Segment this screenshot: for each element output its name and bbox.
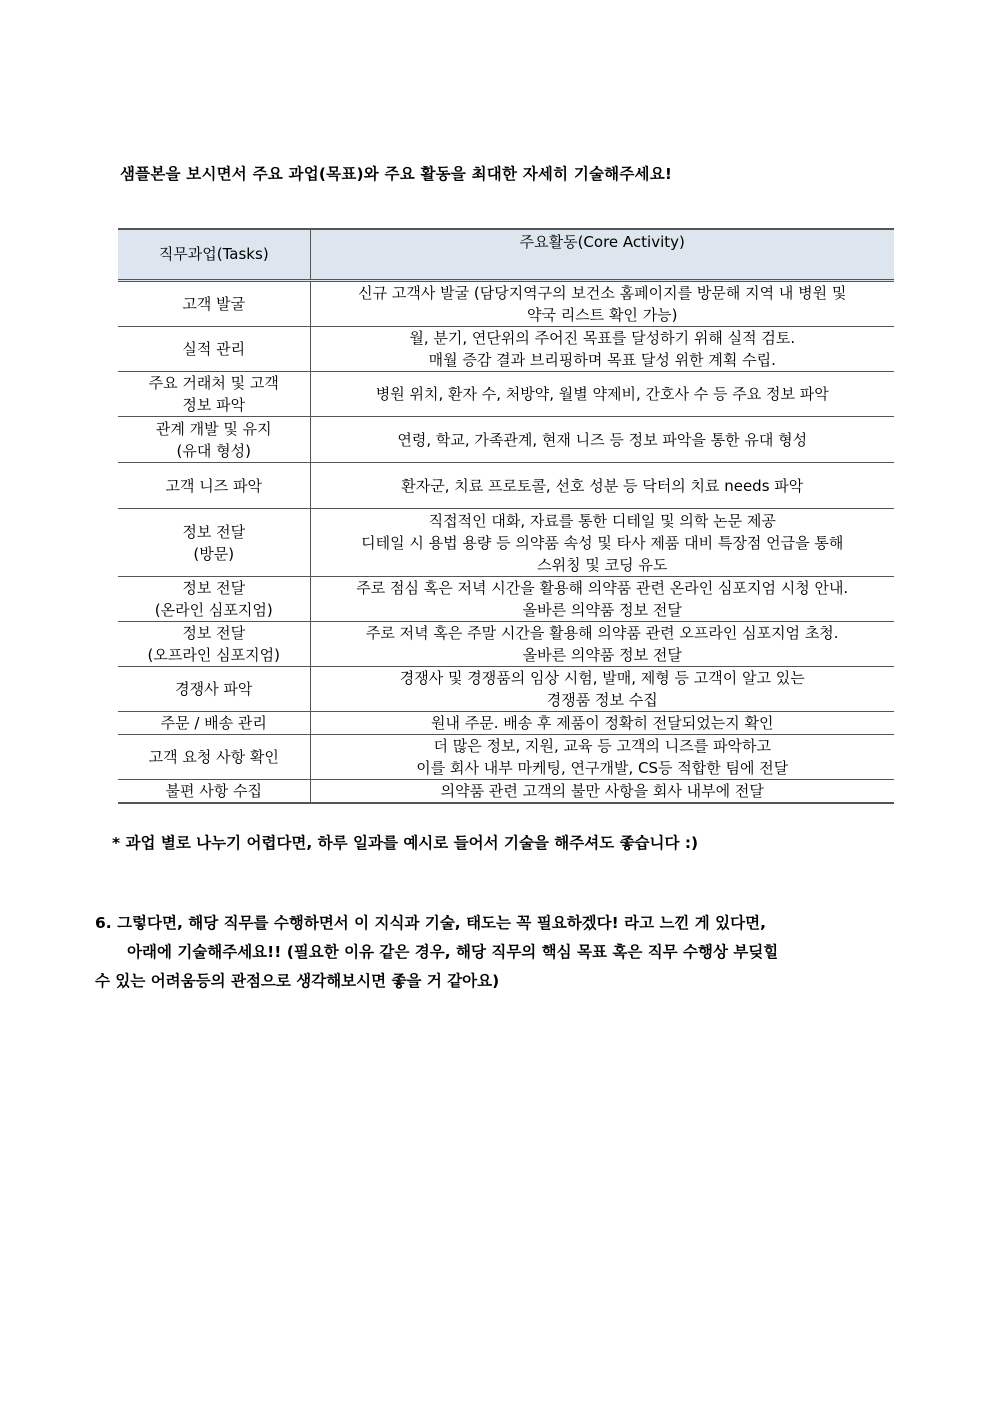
task-line: 주문 / 배송 관리	[160, 714, 267, 732]
activity-cell	[310, 667, 894, 712]
task-line: 주요 거래처 및 고객	[148, 374, 279, 392]
intro-instruction: 샘플본을 보시면서 주요 과업(목표)와 주요 활동을 최대한 자세히 기술해주세요!	[120, 165, 673, 183]
task-line: 실적 관리	[182, 340, 246, 358]
question-6-line-2: 아래에 기술해주세요!! (필요한 이유 같은 경우, 해당 직무의 핵심 목표 혹은 직무 수행상 부딪힐	[127, 943, 779, 961]
task-line: 경쟁사 파악	[175, 680, 253, 698]
table-row	[118, 780, 894, 804]
task-line: (방문)	[193, 544, 235, 563]
question-6-line-1: 6. 그렇다면, 해당 직무를 수행하면서 이 지식과 기술, 태도는 꼭 필요하겠다! 라고 느낀 게 있다면,	[95, 914, 766, 932]
activity-line: 주로 저녁 혹은 주말 시간을 활용해 의약품 관련 오프라인 심포지엄 초청.	[365, 624, 839, 642]
task-line: 정보 전달	[182, 579, 246, 597]
activity-line: 환자군, 치료 프로토콜, 선호 성분 등 닥터의 치료 needs 파악	[401, 476, 804, 495]
activity-cell	[310, 327, 894, 372]
task-line: (온라인 심포지엄)	[154, 601, 273, 619]
activity-line: 디테일 시 용법 용량 등 의약품 속성 및 타사 제품 대비 특장점 언급을 통해	[361, 533, 844, 552]
task-line: (오프라인 심포지엄)	[147, 646, 280, 664]
activity-cell	[310, 463, 894, 509]
table-row	[118, 417, 894, 463]
activity-cell	[310, 417, 894, 463]
activity-line: 올바른 의약품 정보 전달	[522, 646, 682, 664]
activity-line: 스위칭 및 코딩 유도	[537, 555, 668, 574]
task-cell	[118, 463, 310, 509]
activity-line: 더 많은 정보, 지원, 교육 등 고객의 니즈를 파악하고	[433, 737, 771, 755]
activity-line: 연령, 학교, 가족관계, 현재 니즈 등 정보 파악을 통한 유대 형성	[397, 430, 808, 449]
task-cell	[118, 667, 310, 712]
task-cell	[118, 327, 310, 372]
header-core-activity: 주요활동(Core Activity)	[310, 229, 894, 281]
activity-line: 병원 위치, 환자 수, 처방약, 월별 약제비, 간호사 수 등 주요 정보 파악	[375, 385, 829, 403]
task-line: 정보 전달	[182, 624, 246, 642]
task-line: 고객 니즈 파악	[165, 476, 262, 495]
activity-line: 월, 분기, 연단위의 주어진 목표를 달성하기 위해 실적 검토.	[409, 329, 796, 347]
activity-line: 주로 점심 혹은 저녁 시간을 활용해 의약품 관련 온라인 심포지엄 시청 안내.	[356, 579, 849, 597]
activity-line: 원내 주문. 배송 후 제품이 정확히 전달되었는지 확인	[431, 714, 774, 732]
task-line: 고객 발굴	[182, 295, 246, 313]
header-tasks: 직무과업(Tasks)	[118, 229, 310, 281]
task-cell	[118, 622, 310, 667]
table-row	[118, 372, 894, 417]
tasks-activity-table	[118, 228, 894, 804]
note-text: * 과업 별로 나누기 어렵다면, 하루 일과를 예시로 들어서 기술을 해주셔도 좋습니다 :)	[112, 834, 699, 852]
activity-line: 약국 리스트 확인 가능)	[526, 306, 678, 324]
table-row	[118, 509, 894, 577]
activity-cell	[310, 509, 894, 577]
task-line: (유대 형성)	[176, 441, 251, 460]
table-row	[118, 735, 894, 780]
activity-line: 매월 증감 결과 브리핑하며 목표 달성 위한 계획 수립.	[428, 351, 776, 369]
question-6	[95, 909, 900, 996]
task-line: 관계 개발 및 유지	[155, 419, 272, 438]
task-cell	[118, 780, 310, 804]
task-cell	[118, 712, 310, 735]
task-cell	[118, 281, 310, 327]
activity-cell	[310, 712, 894, 735]
table-row	[118, 667, 894, 712]
task-line: 불편 사항 수집	[165, 782, 262, 800]
activity-line: 의약품 관련 고객의 불만 사항을 회사 내부에 전달	[440, 782, 764, 800]
table-row	[118, 281, 894, 327]
task-cell	[118, 417, 310, 463]
table-header-row	[118, 229, 894, 281]
activity-line: 경쟁사 및 경쟁품의 임상 시험, 발매, 제형 등 고객이 알고 있는	[399, 669, 805, 687]
activity-line: 경쟁품 정보 수집	[546, 691, 658, 709]
task-cell	[118, 577, 310, 622]
table-row	[118, 463, 894, 509]
table-row	[118, 577, 894, 622]
task-cell	[118, 735, 310, 780]
task-line: 고객 요청 사항 확인	[148, 748, 279, 766]
task-line: 정보 파악	[182, 396, 246, 414]
task-cell	[118, 509, 310, 577]
activity-line: 직접적인 대화, 자료를 통한 디테일 및 의학 논문 제공	[428, 511, 776, 530]
activity-cell	[310, 372, 894, 417]
task-line: 정보 전달	[182, 522, 246, 541]
activity-cell	[310, 780, 894, 804]
table-row	[118, 712, 894, 735]
activity-cell	[310, 735, 894, 780]
table-row	[118, 622, 894, 667]
table-row	[118, 327, 894, 372]
activity-cell	[310, 577, 894, 622]
activity-cell	[310, 281, 894, 327]
question-6-line-3: 수 있는 어려움등의 관점으로 생각해보시면 좋을 거 같아요)	[95, 972, 500, 990]
activity-line: 신규 고객사 발굴 (담당지역구의 보건소 홈페이지를 방문해 지역 내 병원 및	[358, 284, 847, 302]
activity-line: 올바른 의약품 정보 전달	[522, 601, 682, 619]
activity-line: 이를 회사 내부 마케팅, 연구개발, CS등 적합한 팀에 전달	[416, 759, 789, 777]
task-cell	[118, 372, 310, 417]
activity-cell	[310, 622, 894, 667]
